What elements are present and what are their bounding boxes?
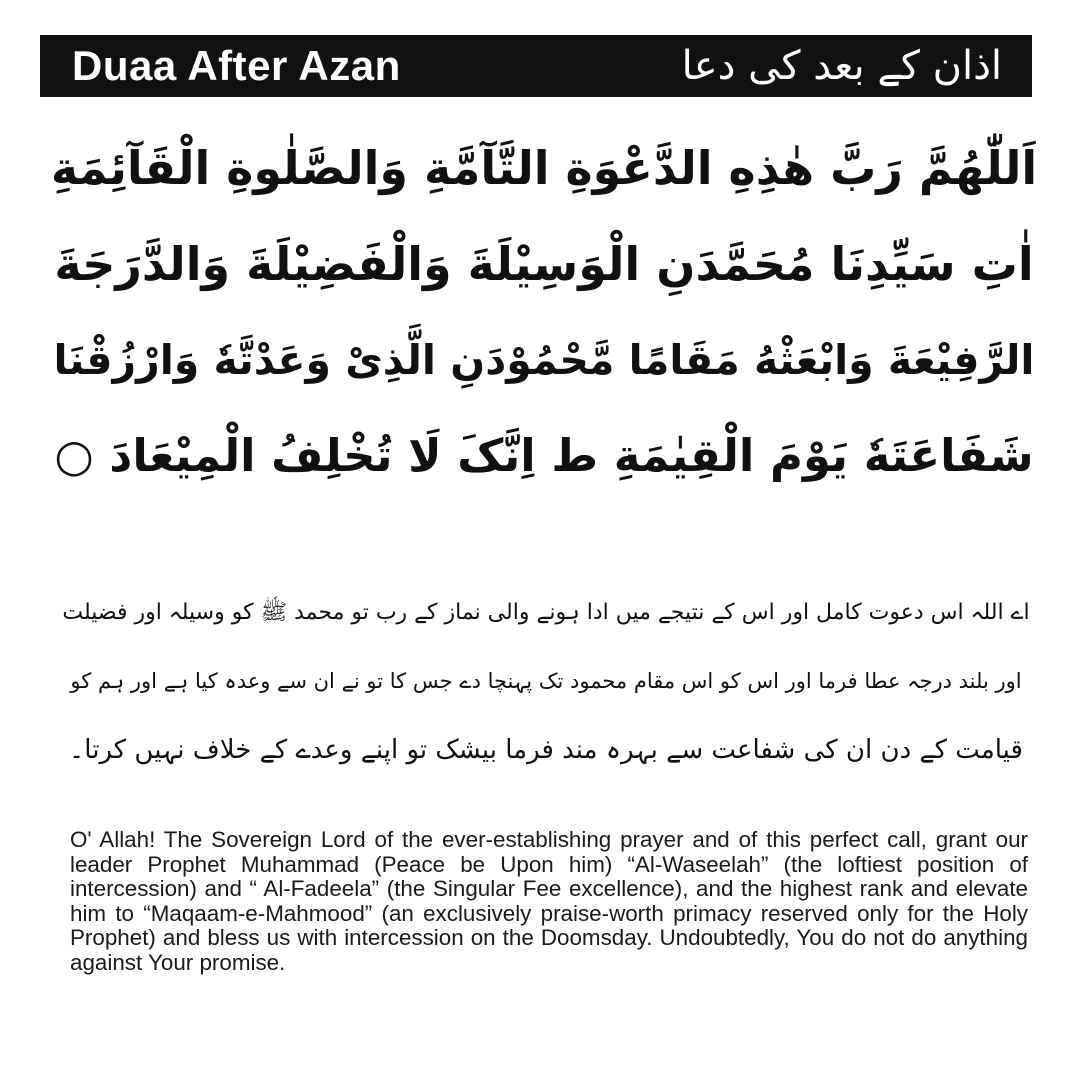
arabic-dua-text xyxy=(48,120,1040,504)
title-bar xyxy=(40,35,1032,97)
urdu-line: اے اللہ اس دعوت کامل اور اس کے نتیجے میں ادا ہونے والی نماز کے رب تو محمد ﷺ کو وسیلہ اور فضیلت xyxy=(62,600,1030,625)
arabic-line: شَفَاعَتَهٗ یَوْمَ الْقِیٰمَةِ ط اِنَّکَ لَا تُخْلِفُ الْمِیْعَادَ ○ xyxy=(54,429,1034,482)
english-translation-paragraph: O' Allah! The Sovereign Lord of the ever-establishing prayer and of this perfect call, grant our leader Prophet Muhammad (Peace be Upon him) “Al-Waseelah” (the loftiest position of intercession) and “ Al-Fadeela” (the Singular Fee excellence), and the highest rank and elevate him to “Maqaam-e-Mahmood” (an exclusively praise-worth primacy reserved only for the Holy Prophet) and bless us with intercession on the Doomsday. Undoubtedly, You do not do anything against Your promise. xyxy=(70,827,1028,975)
english-translation xyxy=(70,828,1028,976)
arabic-line: اٰتِ سَیِّدِنَا مُحَمَّدَنِ الْوَسِیْلَةَ وَالْفَضِیْلَةَ وَالدَّرَجَةَ xyxy=(54,237,1034,291)
urdu-line: قیامت کے دن ان کی شفاعت سے بہرہ مند فرما بیشک تو اپنے وعدے کے خلاف نہیں کرتا۔ xyxy=(69,735,1023,765)
urdu-translation xyxy=(60,578,1032,785)
arabic-line: الرَّفِیْعَةَ وَابْعَثْهُ مَقَامًا مَّحْمُوْدَنِ الَّذِیْ وَعَدْتَّهٗ وَارْزُقْنَا xyxy=(53,336,1035,384)
page-title-english: Duaa After Azan xyxy=(72,42,401,89)
urdu-line: اور بلند درجہ عطا فرما اور اس کو اس مقام محمود تک پہنچا دے جس کا تو نے ان سے وعدہ کیا ہے اور ہم کو xyxy=(70,669,1022,693)
arabic-line: اَللّٰهُمَّ رَبَّ هٰذِهِ الدَّعْوَةِ التَّآمَّةِ وَالصَّلٰوةِ الْقَآئِمَةِ xyxy=(50,141,1038,195)
page-title-urdu: اذان کے بعد کی دعا xyxy=(681,43,1002,89)
